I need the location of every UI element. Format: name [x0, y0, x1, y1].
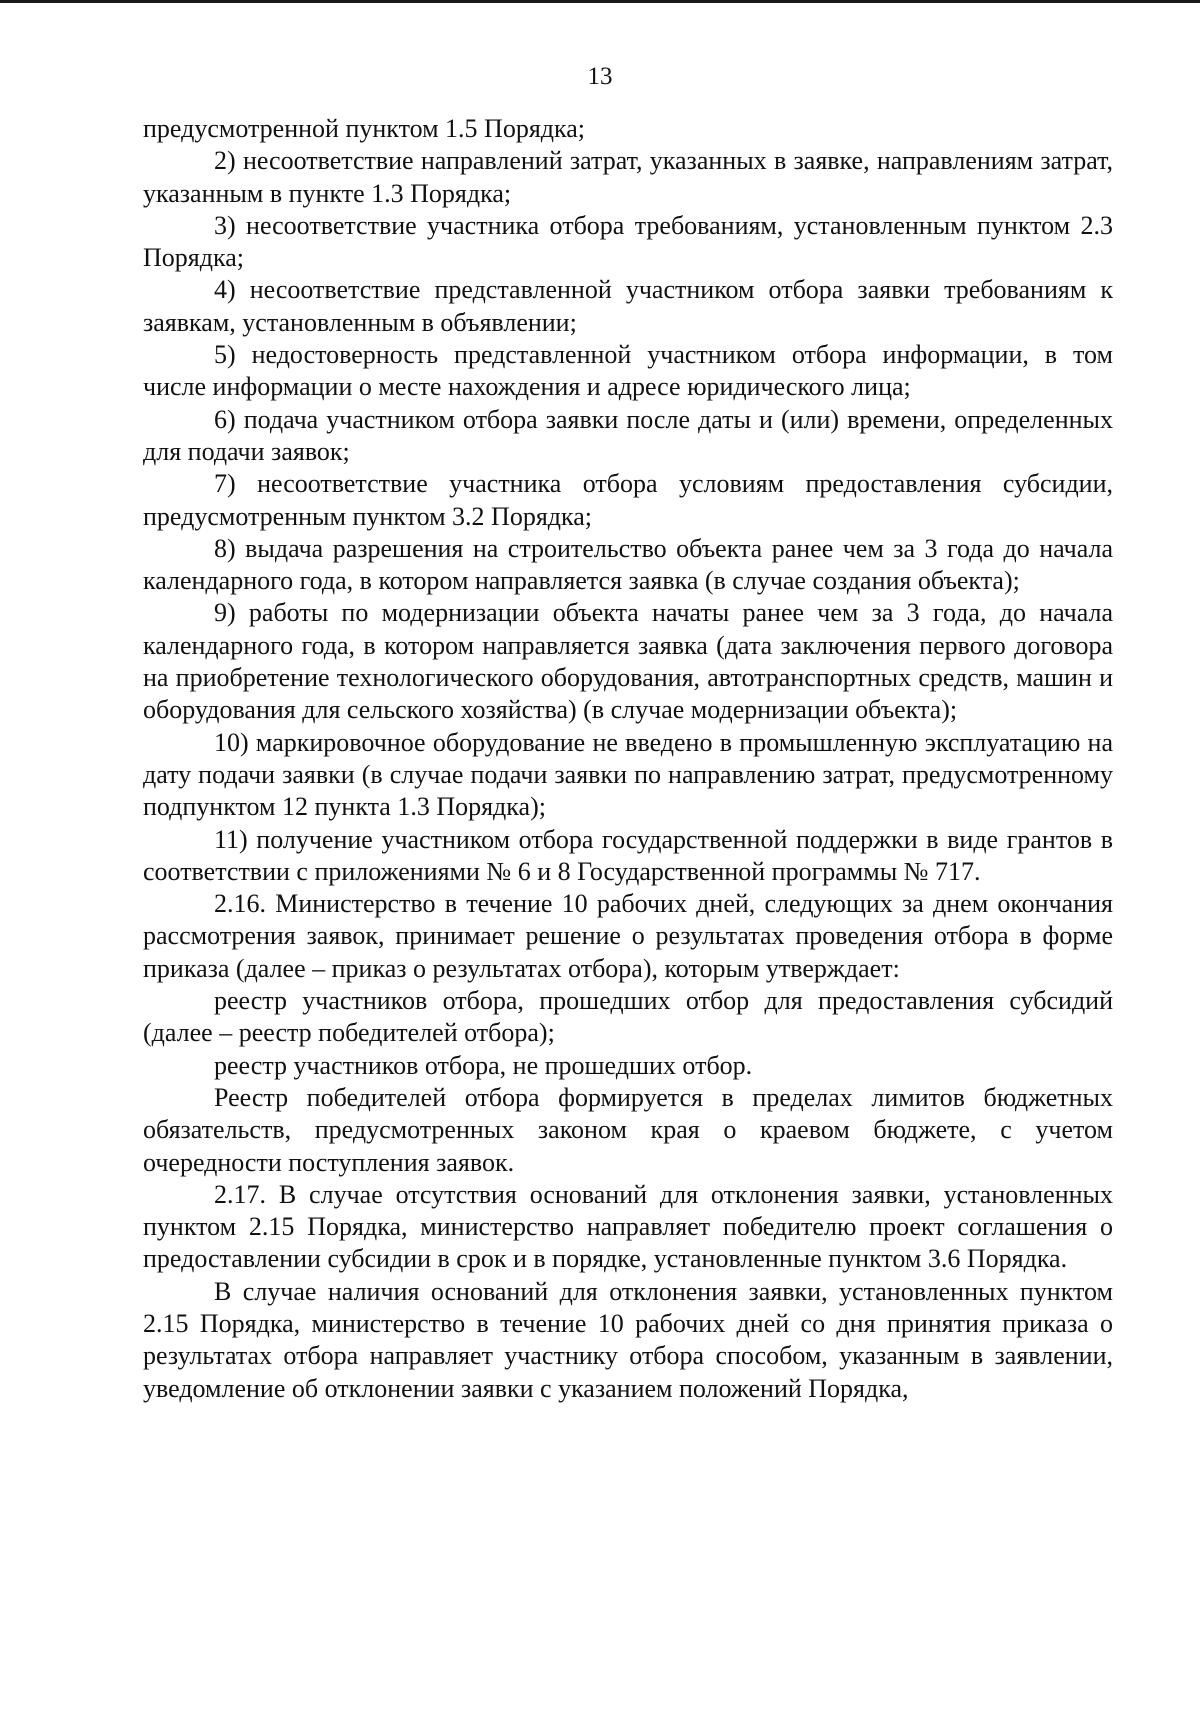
- page-number: 13: [587, 63, 613, 90]
- paragraph: 5) недостоверность представленной участником отбора информации, в том числе информации о месте нахождения и адресе юридического лица;: [143, 340, 1113, 402]
- paragraph: 2.17. В случае отсутствия оснований для отклонения заявки, установленных пунктом 2.15 Порядка, министерство направляет победителю проект соглашения о предоставлении субсидии в срок и в порядке, установленные пунктом 3.6 Порядка.: [143, 1179, 1113, 1274]
- paragraph: 10) маркировочное оборудование не введено в промышленную эксплуатацию на дату подачи заявки (в случае подачи заявки по направлению затрат, предусмотренному подпунктом 12 пункта 1.3 Порядка);: [143, 727, 1113, 822]
- paragraph: реестр участников отбора, не прошедших отбор.: [214, 1050, 753, 1080]
- paragraph: 6) подача участником отбора заявки после даты и (или) времени, определенных для подачи заявок;: [143, 404, 1113, 466]
- paragraph: 11) получение участником отбора государственной поддержки в виде грантов в соответствии с приложениями № 6 и 8 Государственной программы № 717.: [143, 824, 1113, 886]
- paragraph: 9) работы по модернизации объекта начаты ранее чем за 3 года, до начала календарного года, в котором направляется заявка (дата заключения первого договора на приобретение технологического оборудования, автотранспортных средств, машин и оборудования для сельского хозяйства) (в случае модернизации объекта);: [143, 598, 1113, 725]
- paragraph: 2) несоответствие направлений затрат, указанных в заявке, направлениям затрат, указанным в пункте 1.3 Порядка;: [143, 146, 1113, 208]
- scan-top-edge: [0, 0, 1200, 3]
- paragraph: реестр участников отбора, прошедших отбор для предоставления субсидий (далее – реестр победителей отбора);: [143, 986, 1113, 1048]
- paragraph: Реестр победителей отбора формируется в пределах лимитов бюджетных обязательств, предусмотренных законом края о краевом бюджете, с учетом очередности поступления заявок.: [143, 1082, 1113, 1177]
- paragraph: В случае наличия оснований для отклонения заявки, установленных пунктом 2.15 Порядка, министерство в течение 10 рабочих дней со дня принятия приказа о результатах отбора направляет участнику отбора способом, указанным в заявлении, уведомление об отклонении заявки с указанием положений Порядка,: [143, 1276, 1113, 1403]
- paragraph: предусмотренной пунктом 1.5 Порядка;: [143, 114, 586, 143]
- paragraph: 7) несоответствие участника отбора условиям предоставления субсидии, предусмотренным пунктом 3.2 Порядка;: [143, 469, 1113, 531]
- paragraph: 4) несоответствие представленной участником отбора заявки требованиям к заявкам, установленным в объявлении;: [143, 275, 1113, 337]
- paragraph: 2.16. Министерство в течение 10 рабочих дней, следующих за днем окончания рассмотрения заявок, принимает решение о результатах проведения отбора в форме приказа (далее – приказ о результатах отбора), которым утверждает:: [143, 889, 1113, 983]
- paragraph: 3) несоответствие участника отбора требованиям, установленным пунктом 2.3 Порядка;: [143, 210, 1113, 273]
- paragraph: 8) выдача разрешения на строительство объекта ранее чем за 3 года до начала календарного года, в котором направляется заявка (в случае создания объекта);: [143, 533, 1113, 596]
- document-body: [143, 113, 1113, 1405]
